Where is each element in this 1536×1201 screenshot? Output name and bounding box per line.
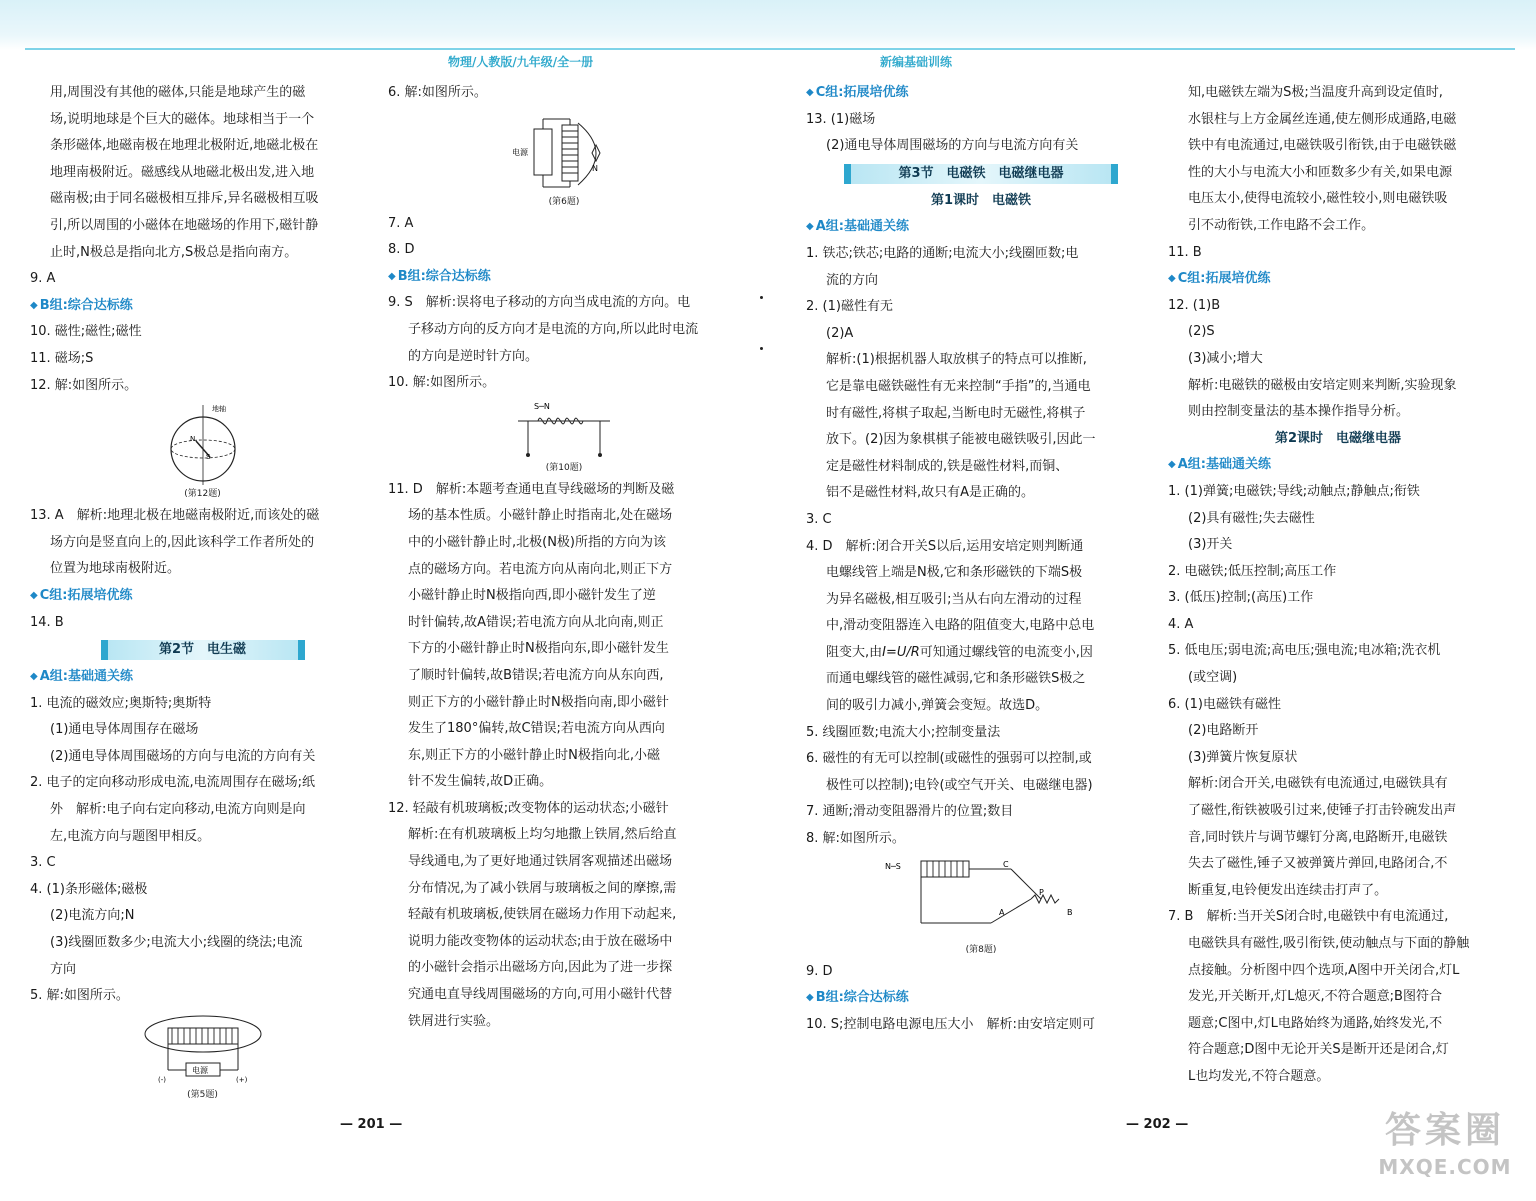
text-line: 则正下方的小磁针静止时N极指向南,即小磁针 xyxy=(408,694,669,710)
site-watermark xyxy=(1365,1108,1525,1194)
answer-5: 5. 线圈匝数;电流大小;控制变量法 xyxy=(806,724,1001,740)
text-line: 时针偏转,故A错误;若电流方向从北向南,则正 xyxy=(408,614,664,630)
column-2 xyxy=(388,80,740,1035)
answer-1: 1. 铁芯;铁芯;电路的通断;电流大小;线圈匝数;电 xyxy=(806,245,1079,261)
section-c-heading xyxy=(806,80,1156,107)
text-line: 究通电直导线周围磁场的方向,可用小磁针代替 xyxy=(408,987,673,1003)
text-line: 场的基本性质。小磁针静止时指南北,处在磁场 xyxy=(408,508,673,524)
text-line: (3)弹簧片恢复原状 xyxy=(1188,749,1298,765)
figure-caption: (第12题) xyxy=(184,489,221,500)
answer-12: 12. 轻敲有机玻璃板;改变物体的运动状态;小磁针 xyxy=(388,800,669,816)
text-line: (3)线圈匝数多少;电流大小;线圈的绕法;电流 xyxy=(50,935,303,951)
watermark-url: MXQE.COM xyxy=(1378,1155,1512,1179)
text-line: 条形磁体,地磁南极在地理北极附近,地磁北极在 xyxy=(50,138,319,154)
text-line: 说明力能改变物体的运动状态;由于放在磁场中 xyxy=(408,933,673,949)
figure-label: 电源 xyxy=(191,1065,208,1075)
answer-9: 9. D xyxy=(806,963,833,979)
section-c-heading xyxy=(1168,266,1508,293)
answer-13: 13. (1)磁场 xyxy=(806,111,876,127)
text-line: 解析:(1)根据机器人取放棋子的特点可以推断, xyxy=(826,352,1087,368)
answer-4: 4. A xyxy=(1168,616,1194,632)
answer-7: 7. B 解析:当开关S闭合时,电磁铁中有电流通过, xyxy=(1168,909,1449,925)
text-line: 则由控制变量法的基本操作指导分析。 xyxy=(1188,404,1410,420)
answer-10: 10. 解:如图所示。 xyxy=(388,375,496,391)
figure-label: N xyxy=(592,163,598,173)
section-b-heading xyxy=(30,293,375,320)
text-line: (2)通电导体周围磁场的方向与电流的方向有关 xyxy=(50,748,316,764)
text-line: 电磁铁具有磁性,吸引衔铁,使动触点与下面的静触 xyxy=(1188,936,1470,951)
figure-8 xyxy=(806,855,1156,957)
text-line: 止时,N极总是指向北方,S极总是指向南方。 xyxy=(50,244,298,260)
section-label: B组:综合达标练 xyxy=(39,297,133,313)
answer-4: 4. D 解析:闭合开关S以后,运用安培定则判断通 xyxy=(806,538,1084,554)
lesson-heading: 第1课时 电磁铁 xyxy=(930,192,1032,208)
answer-2: 2. 电磁铁;低压控制;高压工作 xyxy=(1168,563,1337,579)
figure-label: (+) xyxy=(235,1075,247,1084)
text-line: 地理南极附近。磁感线从地磁北极出发,进入地 xyxy=(50,164,315,180)
text-line: 位置为地球南极附近。 xyxy=(50,561,181,577)
text-line: 断重复,电铃便发出连续击打声了。 xyxy=(1188,882,1388,898)
answer-7: 7. 通断;滑动变阻器滑片的位置;数目 xyxy=(806,804,1014,820)
coil-figure xyxy=(514,399,614,461)
figure-label: N xyxy=(189,435,195,444)
figure-caption: (第5题) xyxy=(187,1089,218,1100)
page-number-left: — 201 — xyxy=(340,1117,403,1132)
text-line: 磁南极;由于同名磁极相互排斥,异名磁极相互吸 xyxy=(50,191,319,207)
text-line: 的小磁针会指示出磁场方向,因此为了进一步探 xyxy=(408,960,673,976)
text-line: (2)通电导体周围磁场的方向与电流方向有关 xyxy=(826,138,1079,154)
answer-9: 9. S 解析:误将电子移动的方向当成电流的方向。电 xyxy=(388,295,691,311)
text-line: 铝不是磁性材料,故只有A是正确的。 xyxy=(826,485,1035,501)
text-line: (2)电流方向;N xyxy=(50,908,135,924)
header-rule xyxy=(25,48,1515,50)
section-b-heading xyxy=(388,264,740,291)
text-line: 场,说明地球是个巨大的磁体。地球相当于一个 xyxy=(50,111,315,127)
page-gutter-mark xyxy=(760,296,763,299)
answer-14: 14. B xyxy=(30,614,64,630)
text-line: 知,电磁铁左端为S极;当温度升高到设定值时, xyxy=(1188,85,1443,100)
answer-4: 4. (1)条形磁体;磁极 xyxy=(30,881,148,897)
page-gutter-mark xyxy=(760,347,763,350)
section-label: A组:基础通关练 xyxy=(39,669,133,685)
figure-caption: (第8题) xyxy=(965,944,997,955)
diamond-icon: ◆ xyxy=(30,589,38,601)
text-line: (2)A xyxy=(826,325,854,341)
figure-label: 电源 xyxy=(512,147,528,157)
diamond-icon: ◆ xyxy=(806,221,814,233)
text-line: 时有磁性,将棋子取起,当断电时无磁性,将棋子 xyxy=(826,405,1086,421)
text-line: 符合题意;D图中无论开关S是断开还是闭合,灯 xyxy=(1188,1042,1449,1058)
answer-11: 11. B xyxy=(1168,244,1202,260)
answer-8: 8. D xyxy=(388,242,415,258)
figure-12 xyxy=(30,401,375,501)
answer-3: 3. C xyxy=(30,855,56,871)
section-label: A组:基础通关练 xyxy=(815,219,909,235)
answer-6: 6. 磁性的有无可以控制(或磁性的强弱可以控制,或 xyxy=(806,751,1092,767)
text-line: 音,同时铁片与调节螺钉分离,电路断开,电磁铁 xyxy=(1188,829,1448,845)
text-line: 放下。(2)因为象棋棋子能被电磁铁吸引,因此一 xyxy=(826,432,1096,448)
text-line: (2)具有磁性;失去磁性 xyxy=(1188,510,1315,526)
text-line: 解析:在有机玻璃板上均匀地撒上铁屑,然后给直 xyxy=(408,827,677,843)
answer-3: 3. C xyxy=(806,511,832,527)
figure-5 xyxy=(30,1012,375,1102)
text-line: 东,则正下方的小磁针静止时N极指向北,小磁 xyxy=(408,747,660,763)
answer-2: 2. (1)磁性有无 xyxy=(806,299,893,315)
text-line: 失去了磁性,锤子又被弹簧片弹回,电路闭合,不 xyxy=(1188,856,1448,872)
answer-3: 3. (低压)控制;(高压)工作 xyxy=(1168,590,1314,606)
figure-label: C xyxy=(1003,859,1009,869)
text-line: 而通电螺线管的磁性减弱,它和条形磁铁S极之 xyxy=(826,671,1086,687)
answer-5: 5. 解:如图所示。 xyxy=(30,988,129,1004)
text-line: 了顺时针偏转,故B错误;若电流方向从东向西, xyxy=(408,667,664,683)
section-a-heading xyxy=(30,664,375,691)
diamond-icon: ◆ xyxy=(806,992,814,1004)
text-line: 用,周围没有其他的磁体,只能是地球产生的磁 xyxy=(50,85,306,100)
text-line: 下方的小磁针静止时N极指向东,即小磁针发生 xyxy=(408,641,669,657)
section-a-heading xyxy=(1168,452,1508,479)
text-line: 左,电流方向与题图甲相反。 xyxy=(50,828,211,844)
top-color-band xyxy=(0,0,1536,50)
text-line: 极性可以控制);电铃(或空气开关、电磁继电器) xyxy=(826,777,1093,793)
section-b-heading xyxy=(806,985,1156,1012)
text-line: 为异名磁极,相互吸引;当从右向左滑动的过程 xyxy=(826,591,1082,607)
answer-2: 2. 电子的定向移动形成电流,电流周围存在磁场;纸 xyxy=(30,775,316,791)
text-line: 外 解析:电子向右定向移动,电流方向则是向 xyxy=(50,802,306,818)
answer-11: 11. D 解析:本题考查通电直导线磁场的判断及磁 xyxy=(388,481,675,497)
figure-10 xyxy=(388,399,740,475)
answer-12: 12. (1)B xyxy=(1168,297,1221,313)
section-label: A组:基础通关练 xyxy=(1177,457,1271,473)
text-line: 发光,开关断开,灯L熄灭,不符合题意;B图符合 xyxy=(1188,989,1442,1005)
diamond-icon: ◆ xyxy=(388,270,396,282)
text-line: 它是靠电磁铁磁性有无来控制“手指”的,当通电 xyxy=(826,378,1091,394)
ohm-law-formula: I=U/R xyxy=(882,644,920,660)
text-line: 题意;C图中,灯L电路始终为通路,始终发光,不 xyxy=(1188,1015,1443,1031)
answer-5: 5. 低电压;弱电流;高电压;强电流;电冰箱;洗衣机 xyxy=(1168,643,1441,659)
circuit-figure xyxy=(881,855,1081,943)
figure-caption: (第10题) xyxy=(545,462,583,473)
text-line: 水银柱与上方金属丝连通,使左侧形成通路,电磁 xyxy=(1188,111,1457,127)
text-line: 针不发生偏转,故D正确。 xyxy=(408,774,553,790)
running-header-subject: 物理/人教版/九年级/全一册 xyxy=(448,55,594,69)
text-line: 小磁针静止时N极指向西,即小磁针发生了逆 xyxy=(408,588,656,604)
section-label: C组:拓展培优练 xyxy=(39,587,133,603)
page-number-right: — 202 — xyxy=(1126,1117,1189,1132)
section-a-heading xyxy=(806,214,1156,241)
text-line: 电压太小,使得电流较小,磁性较小,则电磁铁吸 xyxy=(1188,191,1448,207)
section-banner: 第3节 电磁铁 电磁继电器 xyxy=(844,164,1118,184)
answer-6: 6. 解:如图所示。 xyxy=(388,85,487,100)
text-line: 中,滑动变阻器连入电路的阻值变大,电路中总电 xyxy=(826,618,1095,634)
text-line: 解析:闭合开关,电磁铁有电流通过,电磁铁具有 xyxy=(1188,776,1448,792)
diamond-icon: ◆ xyxy=(1168,459,1176,471)
figure-label: S─N xyxy=(534,401,550,411)
figure-label: P xyxy=(1039,887,1044,897)
figure-caption: (第6题) xyxy=(548,196,580,207)
diamond-icon: ◆ xyxy=(30,671,38,683)
text-line: 子移动方向的反方向才是电流的方向,所以此时电流 xyxy=(408,321,699,337)
section-label: B组:综合达标练 xyxy=(815,990,909,1006)
figure-label: (-) xyxy=(157,1075,166,1084)
text-line: 发生了180°偏转,故C错误;若电流方向从西向 xyxy=(408,721,665,737)
column-1 xyxy=(30,80,375,1104)
answer-9: 9. A xyxy=(30,271,56,287)
answer-10: 10. S;控制电路电源电压大小 解析:由安培定则可 xyxy=(806,1016,1095,1032)
text-line: (1)通电导体周围存在磁场 xyxy=(50,722,199,738)
solenoid-figure xyxy=(138,1012,268,1088)
text-line: (或空调) xyxy=(1188,670,1238,686)
globe-figure xyxy=(148,401,258,487)
watermark-text: 答案圈 xyxy=(1384,1110,1505,1151)
text-line: 了磁性,衔铁被吸引过来,使锤子打击铃碗发出声 xyxy=(1188,803,1457,819)
text-line: 定是磁性材料制成的,铁是磁性材料,而铜、 xyxy=(826,458,1069,474)
text-line: 点的磁场方向。若电流方向从南向北,则正下方 xyxy=(408,561,673,577)
text-line: (2)电路断开 xyxy=(1188,723,1259,739)
text-fragment: 可知通过螺线管的电流变小,因 xyxy=(919,644,1093,660)
text-line: 性的大小与电流大小和匝数多少有关,如果电源 xyxy=(1188,164,1453,180)
text-line: 解析:电磁铁的磁极由安培定则来判断,实验现象 xyxy=(1188,377,1457,393)
text-line: 铁中有电流通过,电磁铁吸引衔铁,由于电磁铁磁 xyxy=(1188,138,1457,154)
answer-6: 6. (1)电磁铁有磁性 xyxy=(1168,696,1281,712)
answer-10: 10. 磁性;磁性;磁性 xyxy=(30,324,142,340)
text-line: 引不动衔铁,工作电路不会工作。 xyxy=(1188,217,1375,233)
figure-label: N─S xyxy=(885,861,901,871)
answer-7: 7. A xyxy=(388,215,414,231)
answer-13: 13. A 解析:地理北极在地磁南极附近,而该处的磁 xyxy=(30,508,320,524)
diamond-icon: ◆ xyxy=(1168,273,1176,285)
text-line: 导线通电,为了更好地通过铁屑客观描述出磁场 xyxy=(408,854,673,870)
column-4 xyxy=(1168,80,1508,1091)
text-line: 间的吸引力减小,弹簧会变短。故选D。 xyxy=(826,698,1049,714)
text-line: (3)开关 xyxy=(1188,537,1233,553)
figure-label: S xyxy=(205,453,210,462)
lesson-heading: 第2课时 电磁继电器 xyxy=(1274,430,1402,446)
text-line: 流的方向 xyxy=(826,272,879,288)
text-line: 场方向是竖直向上的,因此该科学工作者所处的 xyxy=(50,534,315,550)
text-line: 铁屑进行实验。 xyxy=(408,1013,500,1029)
text-line: 引,所以周围的小磁体在地磁场的作用下,磁针静 xyxy=(50,217,319,233)
text-line: 分布情况,为了减小铁屑与玻璃板之间的摩擦,需 xyxy=(408,880,677,896)
text-line: 点接触。分析图中四个选项,A图中开关闭合,灯L xyxy=(1188,962,1460,978)
text-line: 电螺线管上端是N极,它和条形磁铁的下端S极 xyxy=(826,565,1083,581)
section-banner: 第2节 电生磁 xyxy=(101,640,305,660)
text-line: (3)减小;增大 xyxy=(1188,350,1263,366)
running-header-series: 新编基础训练 xyxy=(880,55,953,69)
text-line: 轻敲有机玻璃板,使铁屑在磁场力作用下动起来, xyxy=(408,907,677,923)
text-line: 中的小磁针静止时,北极(N极)所指的方向为该 xyxy=(408,534,667,550)
column-3 xyxy=(806,80,1156,1038)
text-line: L也均发光,不符合题意。 xyxy=(1188,1068,1330,1084)
section-c-heading xyxy=(30,583,375,610)
diamond-icon: ◆ xyxy=(806,87,814,98)
figure-label: A xyxy=(999,907,1005,917)
figure-6 xyxy=(388,109,740,209)
section-label: C组:拓展培优练 xyxy=(815,85,909,100)
section-label: B组:综合达标练 xyxy=(397,268,491,284)
text-line: 的方向是逆时针方向。 xyxy=(408,348,539,364)
answer-8: 8. 解:如图所示。 xyxy=(806,831,905,847)
answer-1: 1. 电流的磁效应;奥斯特;奥斯特 xyxy=(30,695,212,711)
electromagnet-figure xyxy=(504,109,624,195)
text-line: (2)S xyxy=(1188,324,1215,340)
text-line: 方向 xyxy=(50,961,77,977)
figure-label: 地轴 xyxy=(211,405,226,414)
text-line-with-formula xyxy=(806,640,1156,667)
section-label: C组:拓展培优练 xyxy=(1177,271,1271,287)
text-fragment: 阻变大,由 xyxy=(826,644,883,660)
answer-11: 11. 磁场;S xyxy=(30,350,94,366)
answer-1: 1. (1)弹簧;电磁铁;导线;动触点;静触点;衔铁 xyxy=(1168,483,1420,499)
answer-12: 12. 解:如图所示。 xyxy=(30,377,138,393)
diamond-icon: ◆ xyxy=(30,299,38,311)
figure-label: B xyxy=(1067,907,1073,917)
